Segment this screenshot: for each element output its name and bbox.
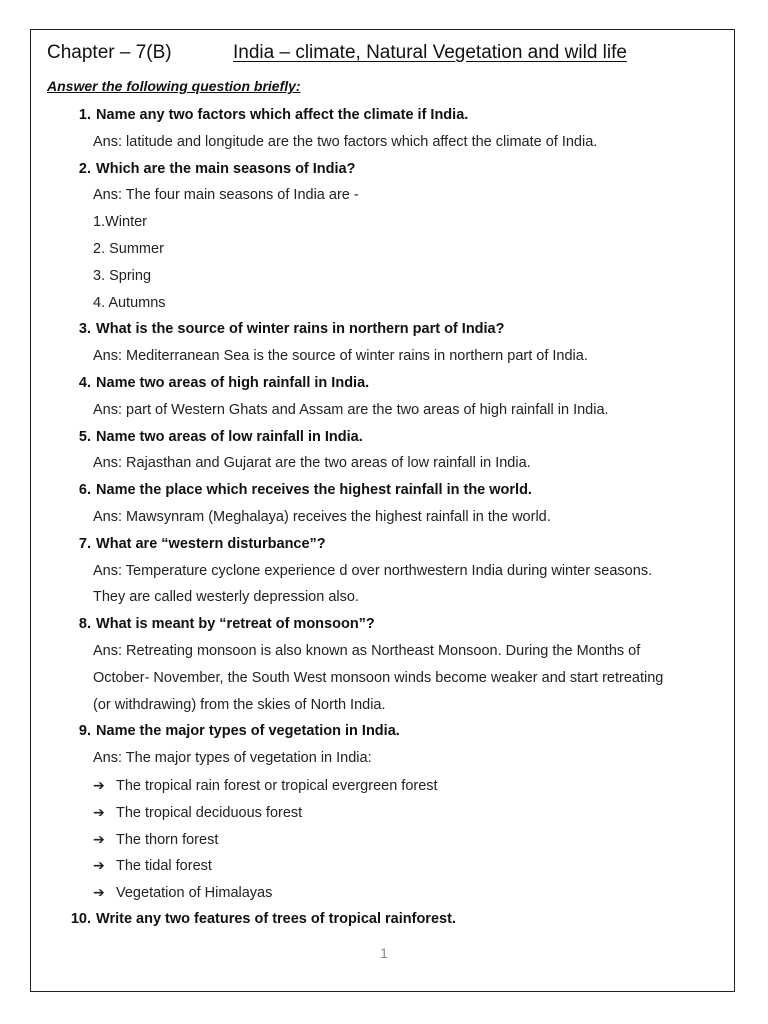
question-number: 2. [78,160,91,177]
vegetation-type: The tidal forest [116,858,212,875]
chapter-label: Chapter – 7(B) [47,42,172,63]
right-arrow-icon: ➔ [93,803,105,820]
season-item: 3. Spring [93,267,152,284]
question-3 [47,316,717,343]
question-answer-list [47,102,717,933]
question-text: Write any two features of trees of tropical rainforest. [96,910,456,927]
answer-line: Ans: Mediterranean Sea is the source of winter rains in northern part of India. [93,348,588,365]
question-4 [47,370,717,397]
answer-line: Ans: latitude and longitude are the two factors which affect the climate of India. [93,133,598,150]
question-number: 7. [78,535,91,552]
vegetation-type: Vegetation of Himalayas [116,885,273,902]
answer-line: Ans: The major types of vegetation in India: [93,750,372,767]
question-number: 1. [78,107,91,123]
vegetation-list-item [47,879,717,906]
question-number: 5. [78,428,91,445]
instruction-heading: Answer the following question briefly: [47,78,301,94]
question-2 [47,156,717,183]
question-6 [47,477,717,504]
answer-line: Ans: Rajasthan and Gujarat are the two areas of low rainfall in India. [93,455,531,472]
answer-line: Ans: part of Western Ghats and Assam are the two areas of high rainfall in India. [93,401,609,418]
question-text: Name any two factors which affect the climate if India. [96,107,469,123]
page-number: 1 [380,945,388,961]
vegetation-list-item [47,826,717,853]
answer-line: Ans: Mawsynram (Meghalaya) receives the highest rainfall in the world. [93,508,551,525]
vegetation-type: The thorn forest [116,831,219,848]
answer-line: Ans: Retreating monsoon is also known as Northeast Monsoon. During the Months of [93,642,641,659]
question-9 [47,718,717,745]
answer-line: (or withdrawing) from the skies of North India. [93,696,386,713]
season-item: 4. Autumns [93,294,166,311]
question-text: Which are the main seasons of India? [96,160,356,177]
answer-line: They are called westerly depression also. [93,589,359,606]
right-arrow-icon: ➔ [93,884,105,901]
season-item: 1.Winter [93,214,147,231]
answer-line: Ans: The four main seasons of India are - [93,187,359,204]
right-arrow-icon: ➔ [93,830,105,847]
question-5 [47,424,717,451]
question-number: 3. [78,321,91,338]
answer-line: Ans: Temperature cyclone experience d over northwestern India during winter seasons. [93,562,653,579]
vegetation-type: The tropical rain forest or tropical evergreen forest [116,777,438,794]
question-1 [47,102,717,129]
question-number: 6. [78,482,91,499]
right-arrow-icon: ➔ [93,857,105,874]
question-number: 9. [78,723,91,740]
page-header [47,40,727,72]
question-8 [47,611,717,638]
vegetation-list-item [47,772,717,799]
question-text: What are “western disturbance”? [96,535,326,552]
question-text: What is the source of winter rains in northern part of India? [96,321,505,338]
question-number: 8. [78,616,91,633]
vegetation-list-item [47,852,717,879]
question-10 [47,906,717,933]
question-number: 4. [78,374,91,391]
question-text: What is meant by “retreat of monsoon”? [96,616,375,633]
vegetation-type: The tropical deciduous forest [116,804,303,821]
question-number: 10. [70,910,91,927]
vegetation-list-item [47,799,717,826]
page-title: India – climate, Natural Vegetation and wild life [233,42,627,63]
season-item: 2. Summer [93,240,164,257]
question-text: Name two areas of high rainfall in India. [96,374,370,391]
question-7 [47,531,717,558]
question-text: Name the place which receives the highest rainfall in the world. [96,482,532,499]
right-arrow-icon: ➔ [93,776,105,793]
answer-line: October- November, the South West monsoon winds become weaker and start retreating [93,669,664,686]
question-text: Name two areas of low rainfall in India. [96,428,363,445]
question-text: Name the major types of vegetation in India. [96,723,400,740]
